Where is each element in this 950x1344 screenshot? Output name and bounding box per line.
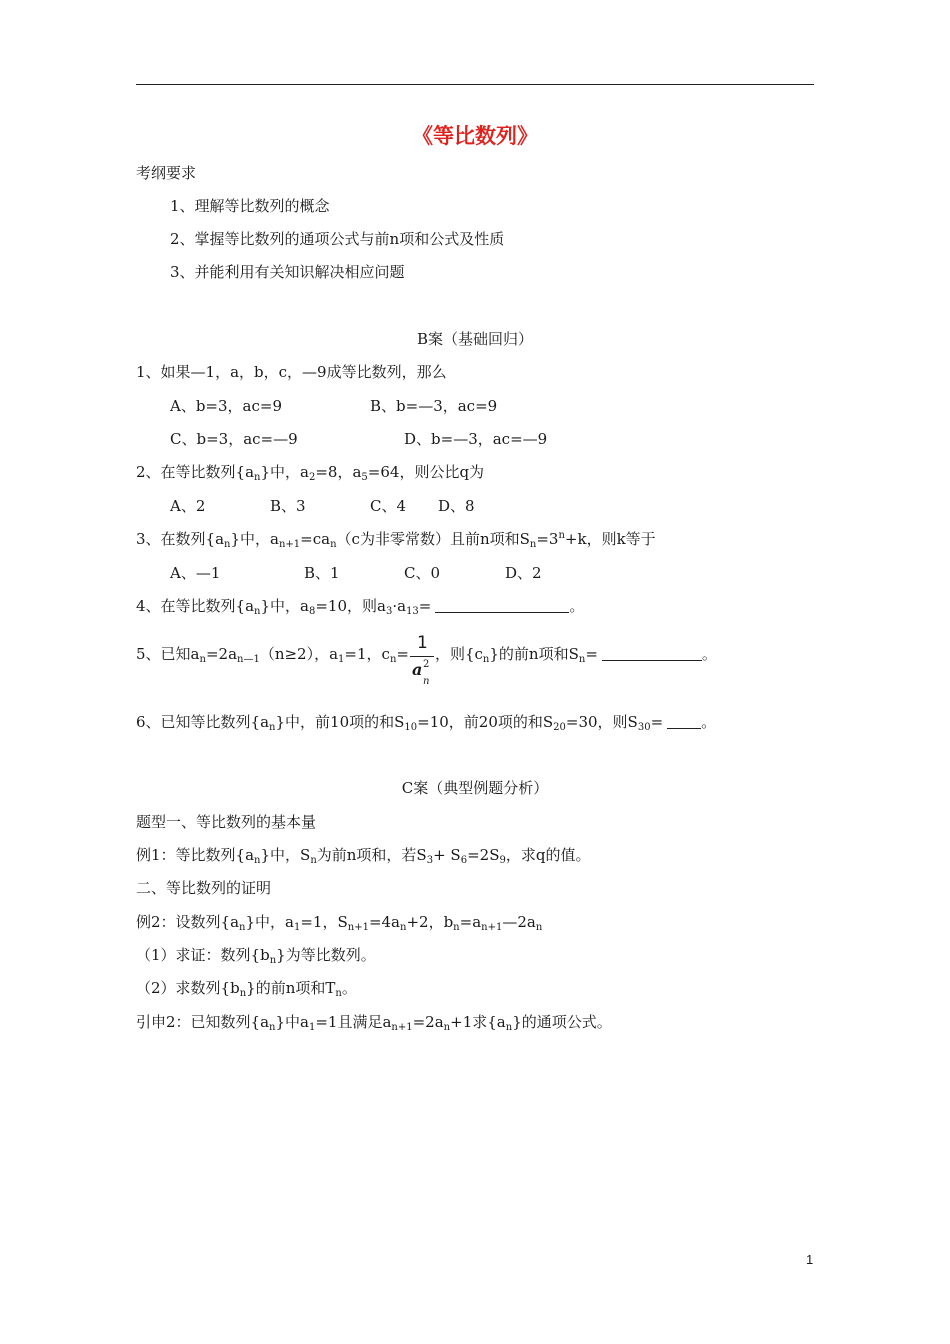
syllabus-item-2: 2、掌握等比数列的通项公式与前n项和公式及性质	[170, 230, 505, 248]
type-1-heading: 题型一、等比数列的基本量	[136, 813, 317, 831]
question-4-stem: 4、在等比数列$\{a_n\}$中，$a_8=10$，则$a_3\cdot a_{13}=$ 。	[136, 597, 585, 617]
question-2-option-c: C、4	[370, 497, 407, 515]
example-1: 例1：等比数列$\{a_n\}$中，$S_n$为前n项和，若$S_3+ S_6=2S_9$，求q的值。	[136, 846, 591, 866]
document-title: 《等比数列》	[412, 123, 538, 148]
example-2-part-1: （1）求证：数列$\{b_n\}$为等比数列。	[136, 946, 376, 966]
syllabus-item-3: 3、并能利用有关知识解决相应问题	[170, 263, 405, 281]
question-1-option-b: B、b=—3，ac=9	[370, 397, 498, 415]
question-5-stem: 5、已知$a_n=2a_{n—1}(n\ge 2)$，$a_1=1$，$c_n=$ 1 a 2 n ，则$\{c_n\}$的前n项和$S_n=$ 。	[136, 633, 717, 687]
question-2-option-d: D、8	[438, 497, 475, 515]
question-3-option-b: B、1	[304, 564, 340, 582]
syllabus-item-1: 1、理解等比数列的概念	[170, 197, 330, 215]
answer-blank-5[interactable]	[602, 645, 702, 661]
page-number: 1	[806, 1252, 814, 1267]
question-1-option-a: A、b=3，ac=9	[170, 397, 283, 415]
question-2-option-a: A、2	[170, 497, 206, 515]
example-2-part-2: （2）求数列$\{b_n\}$的前n项和$T_n$。	[136, 979, 357, 999]
question-3-option-d: D、2	[505, 564, 542, 582]
type-2-heading: 二、等比数列的证明	[136, 879, 272, 897]
answer-blank-6[interactable]	[667, 713, 701, 729]
question-1-option-c: C、b=3，ac=—9	[170, 430, 298, 448]
header-rule	[136, 84, 814, 85]
section-c-heading: C案（典型例题分析）	[401, 779, 549, 797]
question-6-stem: 6、已知等比数列$\{a_n\}$中，前10项的和$S_{10}=10$，前20项的和$S_{20}=30$，则$S_{30}=$ 。	[136, 713, 717, 733]
extension-2: 引申2：已知数列$\{a_n\}$中$a_1=1$且满足$a_{n+1}=2a_n+1$求$\{a_n\}$的通项公式。	[136, 1013, 612, 1033]
question-3-option-c: C、0	[404, 564, 441, 582]
question-1-option-d: D、b=—3，ac=—9	[404, 430, 548, 448]
fraction-1-over-an-squared: 1 a 2 n	[409, 645, 435, 665]
question-1-stem: 1、如果—1，a，b，c，—9成等比数列，那么	[136, 363, 447, 381]
question-2-option-b: B、3	[270, 497, 306, 515]
question-3-stem: 3、在数列$\{a_n\}$中，$a_{n+1}=ca_n(c$为非零常数）且前n项和$S_n=3^n+k$，则k等于	[136, 530, 656, 550]
section-b-heading: B案（基础回归）	[416, 330, 534, 348]
syllabus-heading: 考纲要求	[136, 164, 197, 182]
question-3-option-a: A、—1	[170, 564, 221, 582]
example-2: 例2：设数列$\{a_n\}$中，$a_1=1$，$S_{n+1}=4a_n+2$，$b_n=a_{n+1}—2a_n$	[136, 913, 543, 933]
answer-blank-4[interactable]	[435, 597, 569, 613]
question-2-stem: 2、在等比数列$\{a_n\}$中，$a_2=8$，$a_5=64$，则公比q为	[136, 463, 485, 483]
